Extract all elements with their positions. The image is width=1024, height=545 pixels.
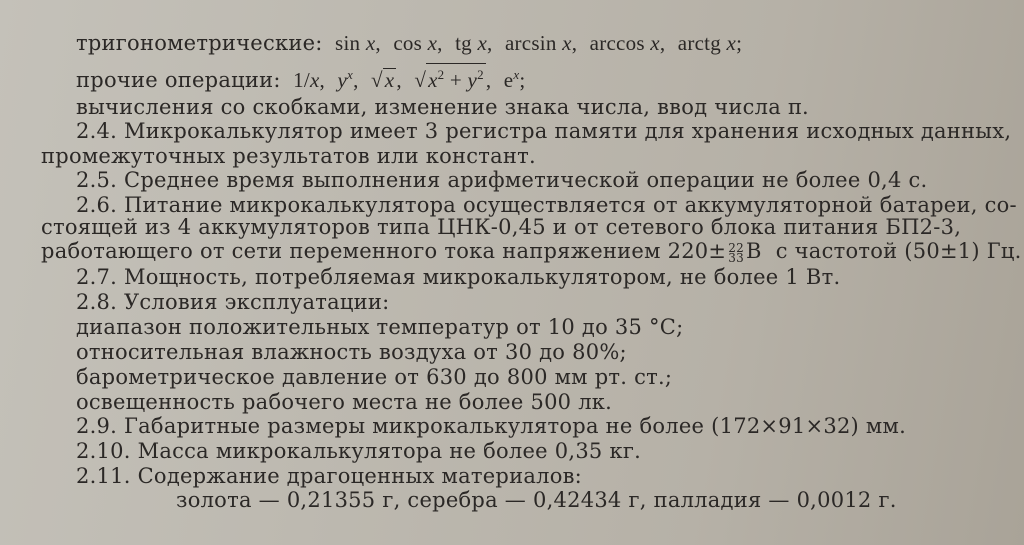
trig-arctg: arctg x; [677, 31, 743, 55]
para-2-6-line-3 [41, 238, 1022, 264]
op-reciprocal: 1/x, [293, 68, 326, 92]
para-2-5: 2.5. Среднее время выполнения арифметической операции не более 0,4 с. [76, 168, 928, 192]
condition-lighting: освещенность рабочего места не более 500 лк. [76, 390, 613, 414]
other-prefix: прочие операции: [76, 68, 281, 92]
condition-humidity: относительная влажность воздуха от 30 до 80%; [76, 340, 627, 364]
voltage-tolerance: 22 33 [728, 240, 745, 265]
para-2-4-line-2: промежуточных результатов или констант. [41, 144, 536, 168]
condition-pressure: барометрическое давление от 630 до 800 мм рт. ст.; [76, 365, 673, 389]
frequency-text: с частотой (50±1) Гц. [775, 239, 1022, 263]
op-sqrt: √x, [365, 68, 402, 92]
voltage-unit: В [746, 239, 762, 263]
line-brackets: вычисления со скобками, изменение знака числа, ввод числа π. [76, 95, 809, 119]
voltage-text: работающего от сети переменного тока напряжением 220± [41, 239, 727, 263]
para-2-6-line-1: 2.6. Питание микрокалькулятора осуществляется от аккумуляторной батареи, со- [76, 193, 1017, 217]
para-2-6-line-2: стоящей из 4 аккумуляторов типа ЦНК-0,45 и от сетевого блока питания БП2-3, [41, 215, 962, 239]
trig-arcsin: arcsin x, [504, 31, 578, 55]
para-2-4-line-1: 2.4. Микрокалькулятор имеет 3 регистра памяти для хранения исходных данных, [76, 119, 1012, 143]
line-trig-functions [76, 30, 742, 56]
para-2-8-title: 2.8. Условия эксплуатации: [76, 290, 390, 314]
op-sqrt-sum-squares: $√x^2 + y^2$, [409, 68, 492, 92]
op-exp: $e^x$; [503, 67, 526, 92]
trig-cos: cos x, [393, 31, 443, 55]
trig-prefix: тригонометрические: [76, 31, 323, 55]
para-2-11-title: 2.11. Содержание драгоценных материалов: [76, 464, 582, 488]
trig-arccos: arccos x, [589, 31, 666, 55]
para-2-10: 2.10. Масса микрокалькулятора не более 0,35 кг. [76, 439, 642, 463]
trig-tg: tg x, [455, 31, 493, 55]
op-power: $y^x$, [337, 67, 359, 92]
condition-temperature: диапазон положительных температур от 10 до 35 °С; [76, 315, 684, 339]
para-2-9: 2.9. Габаритные размеры микрокалькулятора не более (172×91×32) мм. [76, 414, 907, 438]
precious-metals: золота — 0,21355 г, серебра — 0,42434 г, палладия — 0,0012 г. [176, 488, 897, 512]
line-other-operations [76, 62, 525, 93]
para-2-7: 2.7. Мощность, потребляемая микрокалькулятором, не более 1 Вт. [76, 265, 841, 289]
trig-sin: sin x, [335, 31, 381, 55]
